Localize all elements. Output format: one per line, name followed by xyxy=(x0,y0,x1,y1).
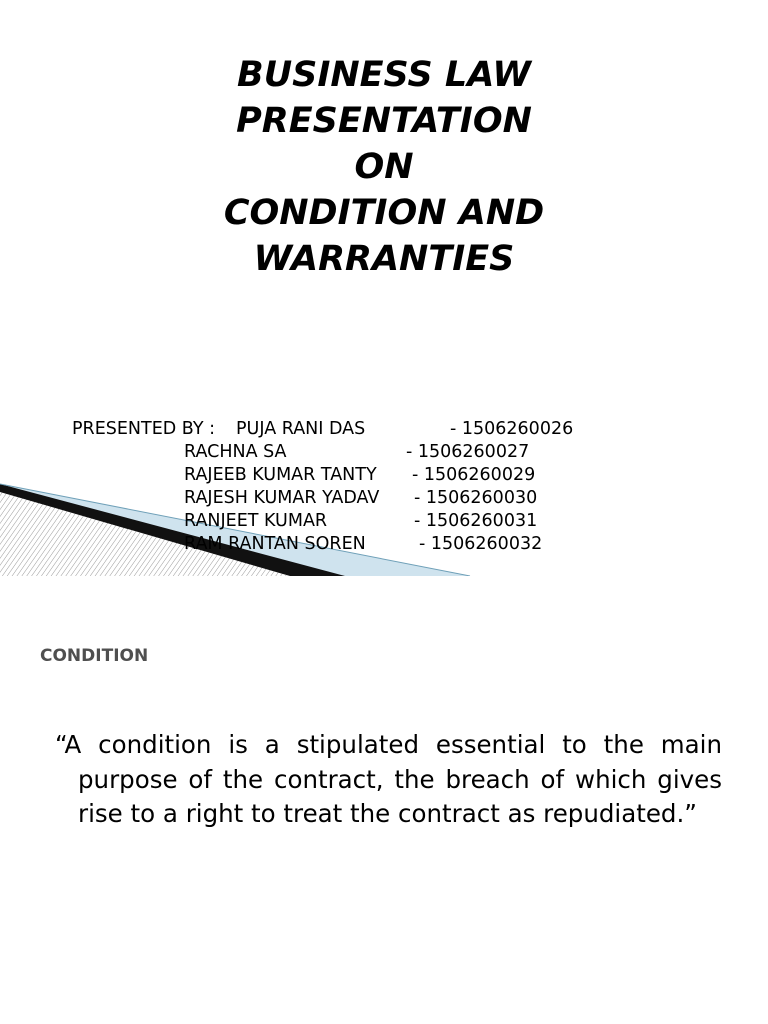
presenter-id: - 1506260026 xyxy=(450,419,574,439)
title-line: BUSINESS LAW xyxy=(237,55,531,95)
title-line: WARRANTIES xyxy=(253,239,515,279)
presented-by-label: PRESENTED BY : xyxy=(72,419,216,439)
presenter-name: RAJEEB KUMAR TANTY xyxy=(184,465,377,485)
definition-quote: “A condition is a stipulated essential to the main purpose of the contract, the breach of which gives rise to a right to treat the contract as repudiated.” xyxy=(55,730,722,828)
presenter-id: - 1506260032 xyxy=(419,534,543,554)
slide-2 xyxy=(0,576,768,1024)
slide-heading: CONDITION xyxy=(40,646,149,666)
presenter-id: - 1506260030 xyxy=(414,488,538,508)
presenter-id: - 1506260027 xyxy=(406,442,530,462)
title-line: PRESENTATION xyxy=(236,101,532,141)
title-line: ON xyxy=(354,147,414,187)
presenter-id: - 1506260029 xyxy=(412,465,536,485)
presentation-title xyxy=(0,52,768,282)
presenter-name: RAJESH KUMAR YADAV xyxy=(184,488,380,508)
presenter-name: RANJEET KUMAR xyxy=(184,511,328,531)
presenter-name: RACHNA SA xyxy=(184,442,287,462)
presenter-name: RAM RANTAN SOREN xyxy=(184,534,366,554)
presenter-id: - 1506260031 xyxy=(414,511,538,531)
title-line: CONDITION AND xyxy=(223,193,545,233)
presenter-name: PUJA RANI DAS xyxy=(236,419,366,439)
